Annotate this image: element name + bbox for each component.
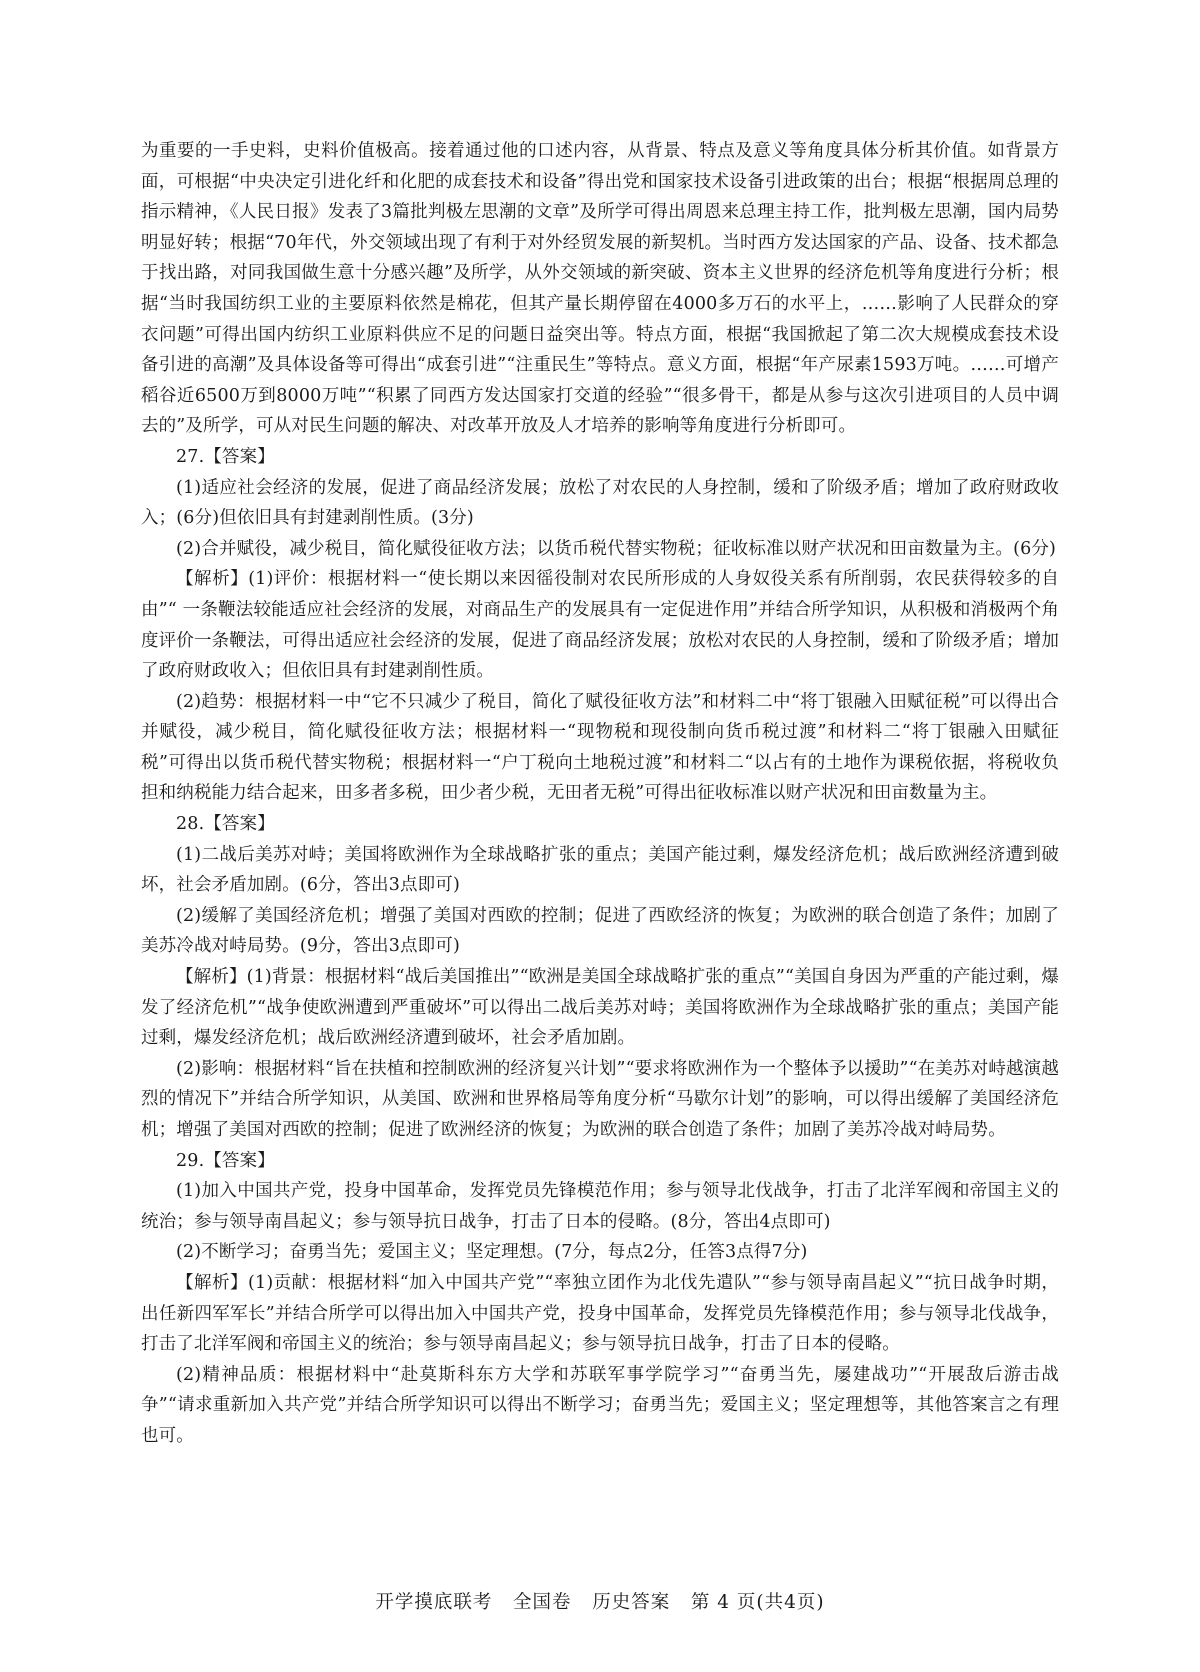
question-27-analysis-2: (2)趋势：根据材料一中“它不只减少了税目，简化了赋役征收方法”和材料二中“将丁银融入田赋征税”可以得出合并赋役，减少税目，简化赋役征收方法；根据材料一“现物税和现役制向货币税过渡”和材料二“将丁银融入田赋征税”可得出以货币税代替实物税；根据材料一“户丁税向土地税过渡”和材料二“以占有的土地作为课税依据，将税收负担和纳税能力结合起来，田多者多税，田少者少税，无田者无税”可得出征收标准以财产状况和田亩数量为主。 xyxy=(141,691,1059,804)
paragraph-value-of-source: 为重要的一手史料，史料价值极高。接着通过他的口述内容，从背景、特点及意义等角度具体分析其价值。如背景方面，可根据“中央决定引进化纤和化肥的成套技术和设备”得出党和国家技术设备引进政策的出台；根据“根据周总理的指示精神，《人民日报》发表了3篇批判极左思潮的文章”及所学可得出周恩来总理主持工作，批判极左思潮，国内局势明显好转；根据“70年代，外交领域出现了有利于对外经贸发展的新契机。当时西方发达国家的产品、设备、技术都急于找出路，对同我国做生意十分感兴趣”及所学，从外交领域的新突破、资本主义世界的经济危机等角度进行分析；根据“当时我国纺织工业的主要原料依然是棉花，但其产量长期停留在4000多万石的水平上，……影响了人民群众的穿衣问题”可得出国内纺织工业原料供应不足的问题日益突出等。特点方面，根据“我国掀起了第二次大规模成套技术设备引进的高潮”及具体设备等可得出“成套引进”“注重民生”等特点。意义方面，根据“年产尿素1593万吨。……可增产稻谷近6500万到8000万吨”“积累了同西方发达国家打交道的经验”“很多骨干，都是从参与这次引进项目的人员中调去的”及所学，可从对民生问题的解决、对改革开放及人才培养的影响等角度进行分析即可。 xyxy=(141,141,1059,437)
question-28-analysis-2: (2)影响：根据材料“旨在扶植和控制欧洲的经济复兴计划”“要求将欧洲作为一个整体予以援助”“在美苏对峙越演越烈的情况下”并结合所学知识，从美国、欧洲和世界格局等角度分析“马歇尔计划”的影响，可以得出缓解了美国经济危机；增强了美国对西欧的控制；促进了欧洲经济的恢复；为欧洲的联合创造了条件；加剧了美苏冷战对峙局势。 xyxy=(141,1058,1059,1140)
question-28-analysis-1: 【解析】(1)背景：根据材料“战后美国推出”“欧洲是美国全球战略扩张的重点”“美国自身因为严重的产能过剩，爆发了经济危机”“战争使欧洲遭到严重破坏”可以得出二战后美苏对峙；美国将欧洲作为全球战略扩张的重点；美国产能过剩，爆发经济危机；战后欧洲经济遭到破坏，社会矛盾加剧。 xyxy=(141,967,1059,1049)
question-27-answer-1: (1)适应社会经济的发展，促进了商品经济发展；放松了对农民的人身控制，缓和了阶级矛盾；增加了政府财政收入；(6分)但依旧具有封建剥削性质。(3分) xyxy=(141,477,1059,529)
page-footer: 开学摸底联考 全国卷 历史答案 第 4 页(共4页) xyxy=(375,1592,825,1613)
question-29-analysis-1: 【解析】(1)贡献：根据材料“加入中国共产党”“率独立团作为北伐先遣队”“参与领导南昌起义”“抗日战争时期，出任新四军军长”并结合所学可以得出加入中国共产党，投身中国革命，发挥党员先锋模范作用；参与领导北伐战争，打击了北洋军阀和帝国主义的统治；参与领导南昌起义；参与领导抗日战争，打击了日本的侵略。 xyxy=(141,1272,1059,1355)
question-27-answer-2: (2)合并赋役，减少税目，简化赋役征收方法；以货币税代替实物税；征收标准以财产状况和田亩数量为主。(6分) xyxy=(176,538,1057,559)
question-29-heading: 29.【答案】 xyxy=(176,1150,275,1171)
question-29-answer-2: (2)不断学习；奋勇当先；爱国主义；坚定理想。(7分，每点2分，任答3点得7分) xyxy=(176,1242,808,1263)
question-27-heading: 27.【答案】 xyxy=(176,446,275,467)
question-28-answer-1: (1)二战后美苏对峙；美国将欧洲作为全球战略扩张的重点；美国产能过剩，爆发经济危机；战后欧洲经济遭到破坏，社会矛盾加剧。(6分，答出3点即可) xyxy=(141,844,1059,896)
question-27-analysis-1: 【解析】(1)评价：根据材料一“使长期以来因徭役制对农民所形成的人身奴役关系有所削弱，农民获得较多的自由”“ 一条鞭法较能适应社会经济的发展，对商品生产的发展具有一定促进作用”并结合所学知识，从积极和消极两个角度评价一条鞭法，可得出适应社会经济的发展，促进了商品经济发展；放松对农民的人身控制，缓和了阶级矛盾；增加了政府财政收入；但依旧具有封建剥削性质。 xyxy=(141,569,1059,682)
question-28-heading: 28.【答案】 xyxy=(176,814,275,835)
question-28-answer-2: (2)缓解了美国经济危机；增强了美国对西欧的控制；促进了西欧经济的恢复；为欧洲的联合创造了条件；加剧了美苏冷战对峙局势。(9分，答出3点即可) xyxy=(141,905,1059,957)
question-29-analysis-2: (2)精神品质：根据材料中“赴莫斯科东方大学和苏联军事学院学习”“奋勇当先，屡建战功”“开展敌后游击战争”“请求重新加入共产党”并结合所学知识可以得出不断学习；奋勇当先；爱国主义；坚定理想等，其他答案言之有理也可。 xyxy=(141,1364,1059,1446)
document-body xyxy=(141,136,1059,1452)
question-29-answer-1: (1)加入中国共产党，投身中国革命，发挥党员先锋模范作用；参与领导北伐战争，打击了北洋军阀和帝国主义的统治；参与领导南昌起义；参与领导抗日战争，打击了日本的侵略。(8分，答出4点即可) xyxy=(141,1181,1059,1232)
